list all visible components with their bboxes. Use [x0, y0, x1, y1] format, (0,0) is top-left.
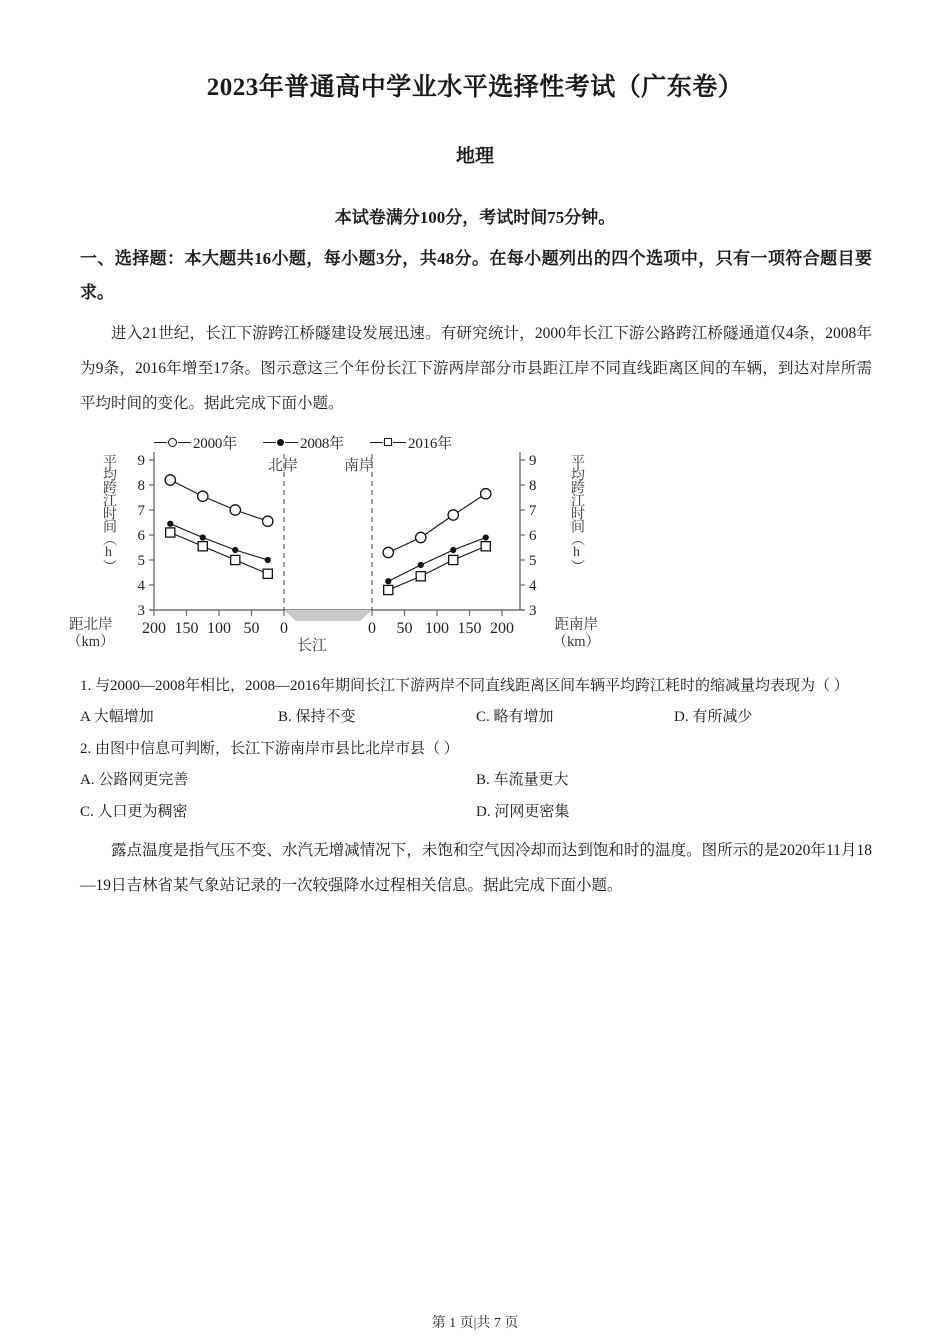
question-1-options [0, 702, 950, 734]
y-tick-label-right: 7 [529, 502, 537, 519]
series-line-2016年 [388, 546, 486, 590]
series-line-2000年 [170, 480, 268, 521]
page-footer: 第 1 页|共 7 页 [431, 1316, 519, 1331]
question-2-options-row-2 [0, 797, 950, 829]
spacer [0, 657, 950, 671]
option-2-a[interactable]: A. 公路网更完善 [80, 772, 189, 789]
page-title: 2023年普通高中学业水平选择性考试（广东卷） [206, 74, 744, 101]
y-tick-label-left: 8 [137, 477, 145, 494]
option-2-d[interactable]: D. 河网更密集 [476, 803, 570, 820]
option-1-c[interactable]: C. 略有增加 [476, 709, 554, 726]
x-tick-label-right: 0 [368, 619, 376, 637]
x-tick-label-right: 150 [457, 619, 482, 637]
series-line-2008年 [170, 524, 268, 560]
series-line-2016年 [170, 532, 268, 573]
option-1-d[interactable]: D. 有所减少 [674, 709, 753, 726]
data-point-open-square [263, 569, 272, 578]
data-point-open-square [166, 528, 175, 537]
data-point-open-circle [263, 516, 273, 526]
x-axis-label-right-line2: （km） [552, 633, 600, 650]
data-point-filled-dot [450, 547, 456, 553]
exam-info: 本试卷满分100分，考试时间75分钟。 [334, 207, 616, 227]
x-tick-label-left: 200 [142, 619, 166, 637]
data-point-filled-dot [483, 534, 489, 540]
chart-svg [72, 432, 592, 657]
data-point-open-square [231, 555, 240, 564]
data-point-open-circle [448, 510, 458, 520]
x-tick-label-right: 50 [396, 619, 413, 637]
y-tick-label-right: 9 [529, 452, 537, 469]
section-heading: 一、选择题：本大题共16小题，每小题3分，共48分。在每小题列出的四个选项中，只有一项符合题目要求。 [80, 248, 872, 303]
subject-title: 地理 [455, 145, 494, 167]
x-tick-label-left: 100 [207, 619, 231, 637]
passage-1: 进入21世纪，长江下游跨江桥隧建设发展迅速。有研究统计，2000年长江下游公路跨江桥隧通道仅4条，2008年为9条，2016年增至17条。图示意这三个年份长江下游两岸部分市县距江岸不同直线距离区间的车辆，到达对岸所需平均时间的变化。据此完成下面小题。 [80, 325, 872, 412]
x-tick-label-left: 50 [243, 619, 260, 637]
data-point-open-square [384, 585, 393, 594]
data-point-filled-dot [418, 562, 424, 568]
data-point-open-square [198, 541, 207, 550]
data-point-filled-dot [265, 557, 271, 563]
data-point-open-square [416, 571, 425, 580]
x-tick-label-right: 100 [425, 619, 449, 637]
data-point-open-circle [383, 547, 393, 557]
x-axis-label-right-line1: 距南岸 [554, 616, 598, 633]
x-tick-label-left: 150 [174, 619, 199, 637]
data-point-filled-dot [385, 578, 391, 584]
data-point-open-square [449, 555, 458, 564]
north-bank-label: 北岸 [268, 457, 299, 474]
legend-label: 2008年 [300, 435, 345, 452]
x-tick-label-left: 0 [280, 619, 288, 637]
option-1-b[interactable]: B. 保持不变 [278, 709, 356, 726]
data-point-open-circle [165, 475, 175, 485]
river-shape [284, 610, 372, 621]
option-2-b[interactable]: B. 车流量更大 [476, 772, 569, 789]
question-2-options-row-1 [0, 765, 950, 797]
river-label: 长江 [296, 637, 328, 654]
legend-label: 2016年 [408, 435, 453, 452]
x-axis-label-left-line2: （km） [67, 633, 115, 650]
data-point-filled-dot [200, 534, 206, 540]
y-tick-label-left: 7 [137, 502, 145, 519]
y-tick-label-right: 5 [529, 552, 537, 569]
data-point-open-circle [416, 532, 426, 542]
passage-2: 露点温度是指气压不变、水汽无增减情况下，未饱和空气因冷却而达到饱和时的温度。图所示的是2020年11月18—19日吉林省某气象站记录的一次较强降水过程相关信息。据此完成下面小题。 [80, 842, 872, 895]
y-tick-label-right: 4 [529, 577, 537, 594]
figure-container [0, 422, 950, 657]
x-axis-label-left-line1: 距北岸 [69, 616, 113, 633]
data-point-open-circle [230, 505, 240, 515]
option-2-c[interactable]: C. 人口更为稠密 [80, 803, 188, 820]
y-axis-label-right: 平均跨江时间（h） [569, 453, 584, 572]
y-tick-label-left: 4 [137, 577, 145, 594]
series-line-2008年 [388, 537, 486, 581]
y-axis-label-left: 平均跨江时间（h） [101, 453, 116, 572]
data-point-open-circle [481, 488, 491, 498]
y-tick-label-right: 3 [529, 602, 537, 619]
legend-label: 2000年 [193, 435, 238, 452]
data-point-filled-dot [167, 520, 173, 526]
option-1-a[interactable]: A 大幅增加 [80, 709, 154, 726]
data-point-open-square [481, 541, 490, 550]
south-bank-label: 南岸 [344, 457, 375, 474]
question-2-stem: 2. 由图中信息可判断，长江下游南岸市县比北岸市县（ ） [80, 740, 459, 757]
y-tick-label-left: 3 [137, 602, 145, 619]
y-tick-label-left: 5 [137, 552, 145, 569]
y-tick-label-left: 9 [137, 452, 145, 469]
x-tick-label-right: 200 [490, 619, 514, 637]
y-tick-label-right: 6 [529, 527, 537, 544]
cross-river-time-chart [67, 432, 600, 657]
y-tick-label-right: 8 [529, 477, 537, 494]
question-1-stem: 1. 与2000—2008年相比，2008—2016年期间长江下游两岸不同直线距离区间车辆平均跨江耗时的缩减量均表现为（ ） [80, 677, 849, 694]
chart-series [165, 475, 491, 595]
data-point-filled-dot [232, 547, 238, 553]
data-point-open-circle [198, 491, 208, 501]
y-tick-label-left: 6 [137, 527, 145, 544]
